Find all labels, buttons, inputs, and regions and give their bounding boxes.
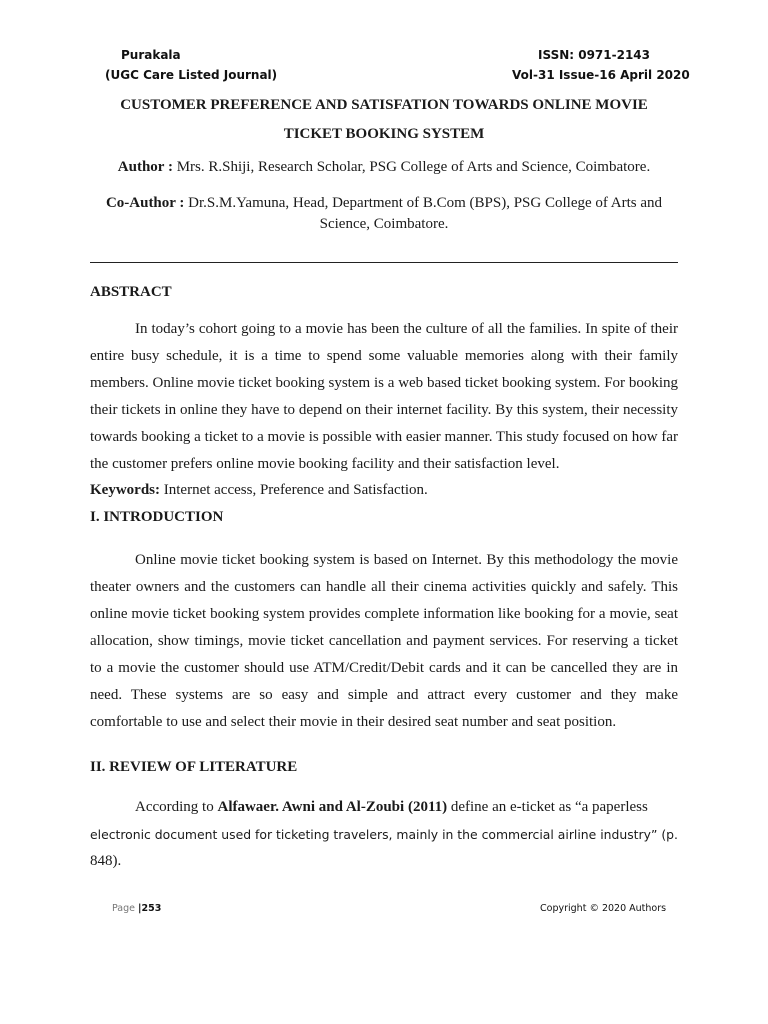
author-text: Mrs. R.Shiji, Research Scholar, PSG College of Arts and Science, Coimbatore. [176, 159, 651, 175]
keywords [90, 480, 678, 500]
journal-header-right [512, 45, 690, 85]
paper-title-line1: CUSTOMER PREFERENCE AND SATISFATION TOWARDS ONLINE MOVIE [120, 97, 648, 113]
author-label: Author : [117, 159, 173, 175]
literature-line3: 848). [90, 853, 122, 869]
abstract-text: In today’s cohort going to a movie has been the culture of all the families. In spite of their entire busy schedule, it is a time to spend some valuable memories along with their family members. Online movie ticket booking system is a web based ticket booking system. For booking their tickets in online they have to depend on their internet facility. By this system, their necessity towards booking a ticket to a movie is possible with easier manner. This study focused on how far the customer prefers online movie booking facility and their satisfaction level. [90, 321, 678, 472]
literature-prefix: According to [135, 799, 214, 815]
page-separator: | [138, 903, 142, 914]
coauthor-block [90, 193, 678, 235]
coauthor-label: Co-Author : [105, 195, 185, 211]
author-line [90, 157, 678, 177]
issn: ISSN: 0971-2143 [538, 48, 651, 62]
coauthor-line1: Dr.S.M.Yamuna, Head, Department of B.Com (BPS), PSG College of Arts and [188, 195, 663, 211]
paper-title [90, 91, 678, 149]
introduction-heading: I. INTRODUCTION [90, 509, 224, 525]
paper-title-line2: TICKET BOOKING SYSTEM [283, 126, 485, 142]
page-label: Page [112, 903, 135, 914]
literature-line2: electronic document used for ticketing travelers, mainly in the commercial airline industry” (p. [90, 827, 678, 842]
coauthor-line2: Science, Coimbatore. [319, 216, 449, 232]
keywords-label: Keywords: [90, 482, 160, 498]
literature-heading: II. REVIEW OF LITERATURE [90, 759, 298, 775]
keywords-text: Internet access, Preference and Satisfaction. [163, 482, 428, 498]
page-number-value: 253 [141, 903, 162, 914]
divider [90, 262, 678, 263]
literature-citation: Alfawaer. Awni and Al-Zoubi (2011) [217, 799, 448, 815]
introduction-text: Online movie ticket booking system is based on Internet. By this methodology the movie theater owners and the customers can handle all their cinema activities quickly and safely. This online movie ticket booking system provides complete information like booking for a movie, seat allocation, show timings, movie ticket cancellation and payment services. For reserving a ticket to a movie the customer should use ATM/Credit/Debit cards and it can be cancelled they are in need. These systems are so easy and simple and attract every customer and they make comfortable to use and select their movie in their desired seat number and seat position. [90, 552, 678, 730]
literature-text [90, 794, 678, 875]
copyright: Copyright © 2020 Authors [540, 903, 667, 914]
journal-note: (UGC Care Listed Journal) [105, 68, 278, 82]
journal-name: Purakala [121, 48, 181, 62]
abstract-heading: ABSTRACT [90, 284, 172, 300]
journal-header-left [105, 45, 277, 85]
page-number [112, 903, 161, 914]
literature-suffix: define an e-ticket as “a paperless [450, 799, 648, 815]
volume-issue: Vol-31 Issue-16 April 2020 [512, 68, 690, 82]
